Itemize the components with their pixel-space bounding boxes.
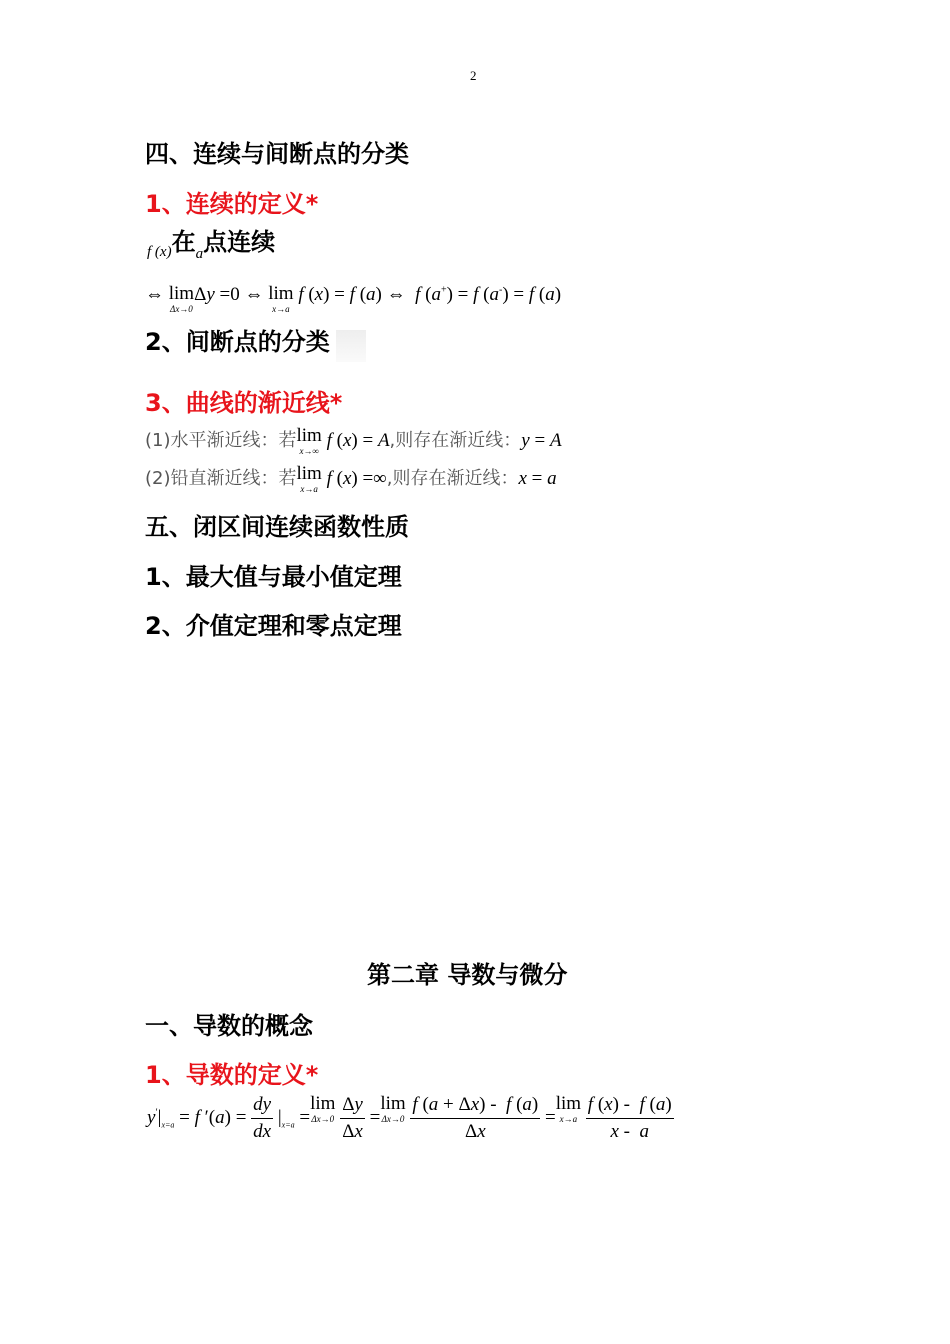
intermediate-value-theorem: 2、介值定理和零点定理	[145, 612, 402, 640]
derivative-definition-heading: 1、导数的定义*	[145, 1061, 319, 1089]
page-number: 2	[470, 68, 477, 83]
continuous-text: 点连续	[203, 228, 276, 256]
fx-symbol: f (x)	[147, 244, 172, 260]
continuity-definition-heading: 1、连续的定义*	[145, 190, 319, 218]
extreme-value-theorem: 1、最大值与最小值定理	[145, 563, 402, 591]
horizontal-asymptote-line: (1)水平渐近线：若lim x→∞ f (x) = A,则存在渐近线：y = A	[145, 425, 562, 456]
horizontal-asymptote-mid: ,则存在渐近线：	[389, 430, 522, 451]
discontinuity-heading: 2、间断点的分类	[145, 328, 330, 356]
asymptote-heading: 3、曲线的渐近线*	[145, 389, 343, 417]
section-5-title: 五、闭区间连续函数性质	[145, 513, 409, 541]
vertical-asymptote-line: (2)铅直渐近线：若lim x→a f (x) =∞,则存在渐近线：x = a	[145, 463, 557, 494]
derivative-formula: $y'|_{x=a} = f$ ′(a) = $\frac{dy}{dx}$ $|_{x=a} =\lim$ Δx→0 $\frac{\Delta y}{\Delta x}$ =lim Δx→0 $\frac{f (a + \Delta x) - f (a)}{\Delta x}$ =lim x→a $\frac{f (x) - f (a)}{x - a}$	[147, 1093, 672, 1142]
continuity-formula: ⇔ lim Δx→0 Δy =0 ⇔ lim x→a f (x) = f (a) ⇔ f (a+) = f (a-) = f (a)	[145, 283, 562, 314]
derivative-concept-heading: 一、导数的概念	[145, 1012, 313, 1040]
chapter-2-title: 第二章 导数与微分	[367, 961, 568, 989]
vertical-asymptote-prefix: (2)铅直渐近线：若	[145, 468, 297, 489]
horizontal-asymptote-prefix: (1)水平渐近线：若	[145, 430, 297, 451]
continuity-statement	[147, 222, 275, 263]
section-4-title: 四、连续与间断点的分类	[145, 140, 409, 168]
vertical-asymptote-mid: ,则存在渐近线：	[386, 468, 519, 489]
a-symbol: a	[195, 246, 204, 262]
tiny-embedded-note	[336, 330, 366, 362]
at-text: 在	[171, 228, 196, 256]
